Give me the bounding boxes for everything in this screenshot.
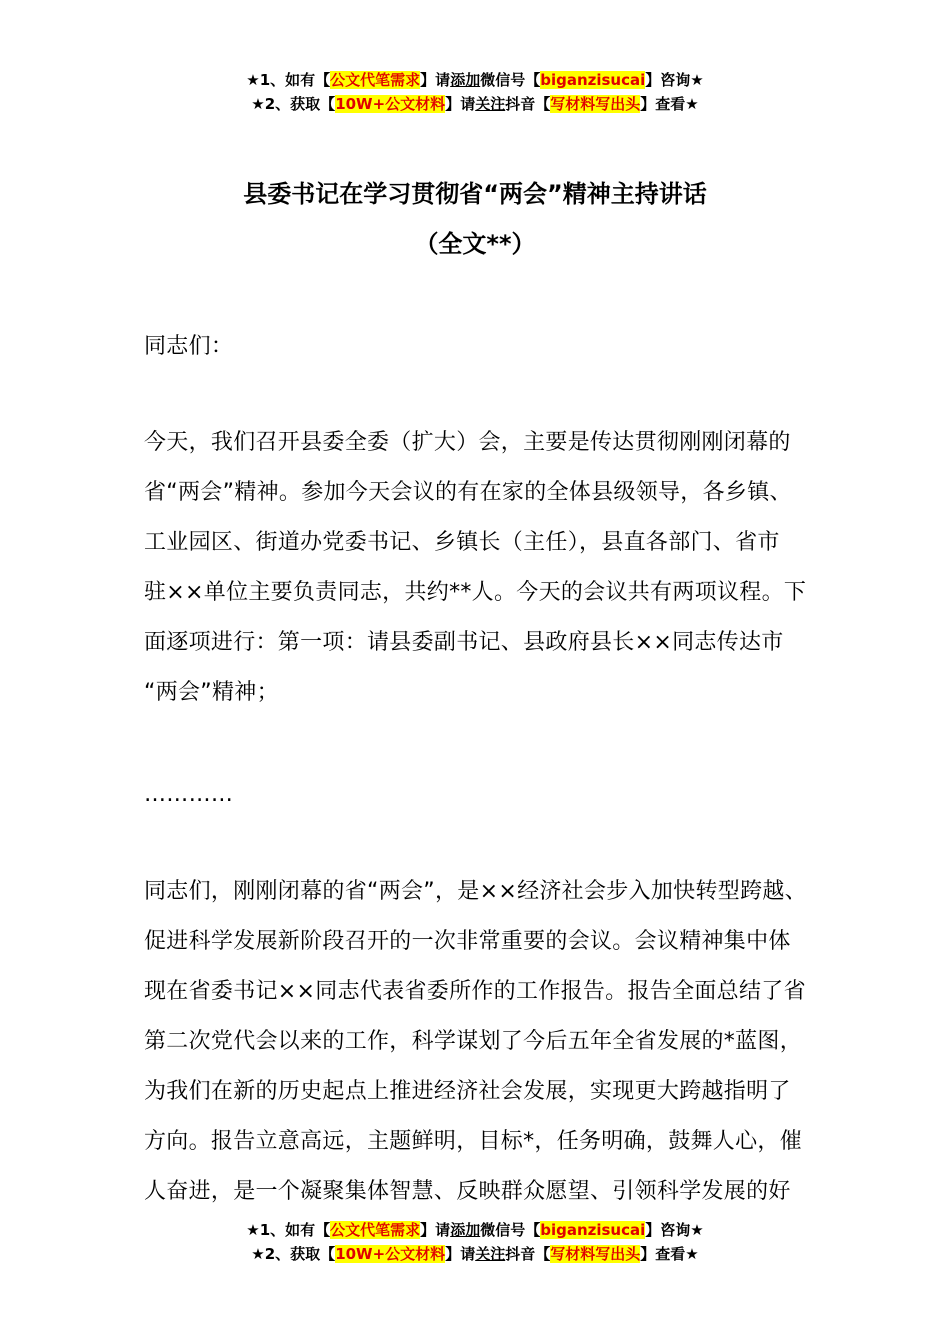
banner-text: ★1、如有【 bbox=[246, 71, 331, 89]
paragraph-line: 方向。报告立意高远，主题鲜明，目标*，任务明确，鼓舞人心，催 bbox=[144, 1129, 803, 1154]
banner-text: 微信号【 bbox=[480, 71, 541, 89]
salutation: 同志们： bbox=[144, 334, 234, 359]
banner-text: 】查看★ bbox=[640, 95, 699, 113]
paragraph-line: “两会”精神； bbox=[144, 680, 279, 705]
banner-highlight: 公文代笔需求 bbox=[330, 1221, 421, 1239]
banner-text: 】咨询★ bbox=[645, 1221, 704, 1239]
paragraph-line: 面逐项进行：第一项：请县委副书记、县政府县长××同志传达市 bbox=[144, 630, 784, 655]
document-title: 县委书记在学习贯彻省“两会”精神主持讲话 bbox=[243, 180, 707, 208]
banner-text: ★1、如有【 bbox=[246, 1221, 331, 1239]
banner-line-1 bbox=[0, 68, 950, 92]
banner-highlight: 10W+公文材料 bbox=[335, 95, 446, 113]
paragraph-line: 工业园区、街道办党委书记、乡镇长（主任），县直各部门、省市 bbox=[144, 530, 780, 555]
paragraph-line: 人奋进，是一个凝聚集体智慧、反映群众愿望、引领科学发展的好 bbox=[144, 1179, 791, 1204]
ellipsis: ………… bbox=[144, 782, 234, 807]
banner-text: 】请 bbox=[420, 71, 451, 89]
banner-highlight: 10W+公文材料 bbox=[335, 1245, 446, 1263]
banner-underline: 关注 bbox=[475, 1245, 506, 1263]
banner-highlight: 公文代笔需求 bbox=[330, 71, 421, 89]
banner-text: 】请 bbox=[445, 95, 476, 113]
banner-line-1 bbox=[0, 1218, 950, 1242]
banner-underline: 关注 bbox=[475, 95, 506, 113]
banner-text: 】请 bbox=[445, 1245, 476, 1263]
banner-highlight: 写材料写出头 bbox=[550, 1245, 641, 1263]
banner-text: ★2、获取【 bbox=[251, 1245, 336, 1263]
paragraph-line: 驻××单位主要负责同志，共约**人。今天的会议共有两项议程。下 bbox=[144, 580, 807, 605]
banner-text: 】咨询★ bbox=[645, 71, 704, 89]
paragraph-line: 同志们，刚刚闭幕的省“两会”，是××经济社会步入加快转型跨越、 bbox=[144, 879, 807, 904]
paragraph-line: 促进科学发展新阶段召开的一次非常重要的会议。会议精神集中体 bbox=[144, 929, 791, 954]
header-banner bbox=[0, 68, 950, 116]
paragraph-line: 第二次党代会以来的工作，科学谋划了今后五年全省发展的*蓝图， bbox=[144, 1029, 803, 1054]
footer-banner bbox=[0, 1218, 950, 1266]
paragraph-1 bbox=[144, 418, 834, 718]
banner-text: 】请 bbox=[420, 1221, 451, 1239]
banner-text: 微信号【 bbox=[480, 1221, 541, 1239]
banner-text: 抖音【 bbox=[505, 1245, 551, 1263]
banner-text: 】查看★ bbox=[640, 1245, 699, 1263]
document-subtitle: （全文**） bbox=[414, 230, 536, 258]
banner-underline: 添加 bbox=[450, 71, 481, 89]
paragraph-line: 今天，我们召开县委全委（扩大）会，主要是传达贯彻刚刚闭幕的 bbox=[144, 430, 791, 455]
paragraph-2 bbox=[144, 867, 834, 1217]
banner-text: 抖音【 bbox=[505, 95, 551, 113]
banner-highlight: biganzisucai bbox=[540, 1221, 646, 1239]
paragraph-line: 现在省委书记××同志代表省委所作的工作报告。报告全面总结了省 bbox=[144, 979, 806, 1004]
banner-highlight: 写材料写出头 bbox=[550, 95, 641, 113]
paragraph-line: 为我们在新的历史起点上推进经济社会发展，实现更大跨越指明了 bbox=[144, 1079, 791, 1104]
banner-highlight: biganzisucai bbox=[540, 71, 646, 89]
banner-line-2 bbox=[0, 1242, 950, 1266]
banner-line-2 bbox=[0, 92, 950, 116]
banner-underline: 添加 bbox=[450, 1221, 481, 1239]
banner-text: ★2、获取【 bbox=[251, 95, 336, 113]
paragraph-line: 省“两会”精神。参加今天会议的有在家的全体县级领导，各乡镇、 bbox=[144, 480, 792, 505]
